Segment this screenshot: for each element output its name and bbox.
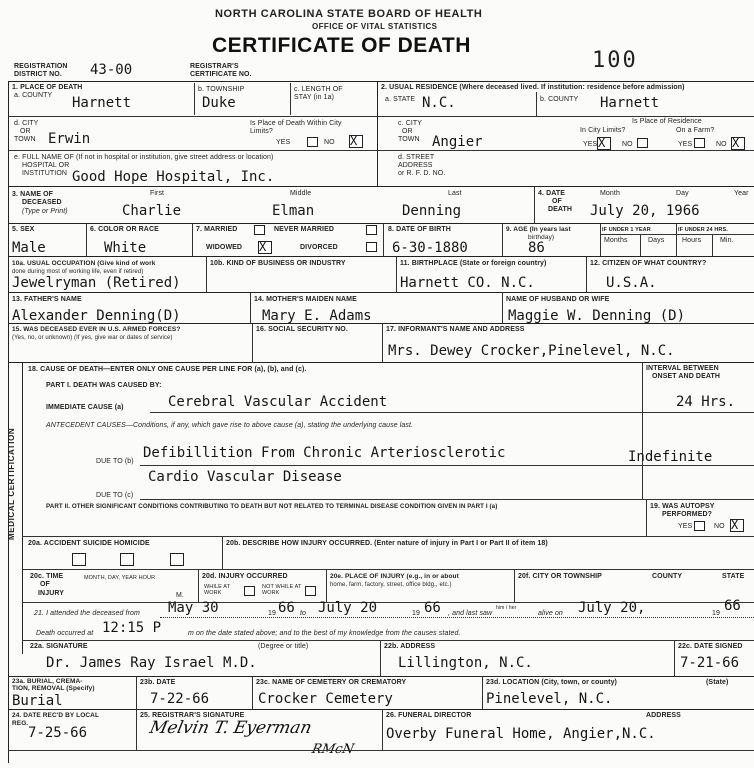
married-label: 7. MARRIED — [196, 226, 238, 233]
physician-name: Dr. James Ray Israel M.D. — [46, 655, 257, 671]
city-label-3: TOWN — [14, 136, 36, 143]
street-label-3: or R. F. D. NO. — [398, 170, 446, 177]
armed-forces-label-2: (Yes, no, or unknown) (If yes, give war or dates of service) — [12, 335, 173, 341]
attended-from-year: 66 — [278, 600, 295, 616]
farm-yes-checkbox — [694, 138, 705, 148]
business-label: 10b. KIND OF BUSINESS OR INDUSTRY — [210, 260, 346, 267]
rule — [8, 81, 9, 763]
date-death-label-3: DEATH — [548, 206, 573, 213]
due-to-c-label: DUE TO (c) — [96, 492, 134, 499]
facility-label-3: INSTITUTION — [22, 170, 68, 177]
year-prefix-1: 19 — [268, 610, 276, 617]
antecedent-label: ANTECEDENT CAUSES—Conditions, if any, which gave rise to above cause (a), stating the underlying cause last. — [46, 422, 414, 429]
cause-b-line-1: Defibillition From Chronic Arteriosclerotic — [143, 445, 506, 461]
cause-b-interval: Indefinite — [628, 449, 713, 465]
him-her-label: him / her — [496, 605, 517, 611]
physician-address-label: 22b. ADDRESS — [384, 643, 436, 650]
county-label: a. COUNTY — [14, 92, 53, 99]
street-label: d. STREET — [398, 154, 435, 161]
name-label-2: DECEASED — [22, 199, 62, 206]
interval-label-2: ONSET AND DEATH — [652, 373, 720, 380]
rule — [8, 81, 754, 82]
residence-city-label: c. CITY — [398, 120, 423, 127]
last-label: Last — [448, 190, 462, 197]
death-time: 12:15 P — [102, 620, 162, 636]
occupation-label-2: done during most of working life, even if retired) — [12, 269, 144, 275]
death-occurred-label: Death occurred at — [36, 630, 94, 637]
residence-city-label-3: TOWN — [398, 136, 420, 143]
death-township: Duke — [202, 95, 236, 111]
armed-forces-label: 15. WAS DECEASED EVER IN U.S. ARMED FORCES? — [12, 326, 181, 333]
date-received-label-2: REG. — [12, 720, 29, 727]
death-city: Erwin — [48, 131, 91, 147]
name-label: 3. NAME OF — [12, 191, 54, 198]
first-name: Charlie — [122, 203, 182, 219]
within-limits-mark: X — [350, 134, 358, 148]
reg-district-label: REGISTRATION — [14, 63, 68, 70]
injury-county-label: COUNTY — [652, 573, 683, 580]
stay-label: c. LENGTH OF — [294, 86, 343, 93]
within-limits-yes-checkbox — [307, 137, 318, 147]
last-name: Denning — [402, 203, 462, 219]
autopsy-mark: X — [731, 518, 739, 532]
ssn-label: 16. SOCIAL SECURITY NO. — [256, 326, 348, 333]
part1-label: PART I. DEATH WAS CAUSED BY: — [46, 382, 162, 389]
place-injury-label: 20e. PLACE OF INJURY (e.g., in or about — [330, 573, 459, 580]
alive-label: alive on — [538, 610, 563, 617]
burial-date: 7-22-66 — [150, 691, 210, 707]
funeral-director: Overby Funeral Home, Angier,N.C. — [386, 726, 656, 742]
place-of-death-label: 1. PLACE OF DEATH — [12, 84, 83, 91]
date-received-label: 24. DATE REC'D BY LOCAL — [12, 712, 100, 719]
birthplace: Harnett CO. N.C. — [400, 275, 535, 291]
informant: Mrs. Dewey Crocker,Pinelevel, N.C. — [388, 343, 675, 359]
race: White — [104, 240, 147, 256]
under-1-year-label: IF UNDER 1 YEAR — [602, 227, 651, 233]
agency-name: NORTH CAROLINA STATE BOARD OF HEALTH — [215, 8, 483, 20]
month-label: Month — [600, 190, 620, 197]
burial-location: Pinelevel, N.C. — [486, 691, 613, 707]
facility-label: e. FULL NAME OF (If not in hospital or institution, give street address or location) — [14, 154, 274, 161]
place-residence-label: Is Place of Residence — [632, 118, 702, 125]
city-limits-label: In City Limits? — [580, 127, 626, 134]
registrar-cert-label-2: CERTIFICATE NO. — [190, 71, 252, 78]
not-at-work-label: NOT WHILE AT WORK — [262, 584, 302, 596]
birth-date: 6-30-1880 — [392, 240, 468, 256]
date-signed: 7-21-66 — [680, 655, 740, 671]
year-prefix-2: 19 — [412, 610, 420, 617]
hours-label: Hours — [682, 237, 702, 244]
reg-district-value: 43-00 — [90, 62, 133, 78]
registrar-cert-label: REGISTRAR'S — [190, 63, 239, 70]
residence-city-label-2: OR — [402, 128, 413, 135]
occupation: Jewelryman (Retired) — [12, 275, 181, 291]
date-death-label-2: OF — [552, 198, 562, 205]
due-to-b-label: DUE TO (b) — [96, 458, 134, 465]
time-columns-label: MONTH, DAY, YEAR HOUR — [84, 575, 156, 581]
day-label: Day — [676, 190, 689, 197]
within-limits-label: Is Place of Death Within City — [250, 120, 342, 127]
time-m-label: M. — [176, 592, 184, 599]
cause-of-death-label: 18. CAUSE OF DEATH—ENTER ONLY ONE CAUSE PER LINE FOR (a), (b), and (c). — [28, 366, 307, 373]
min-label: Min. — [720, 237, 734, 244]
widowed-mark: X — [259, 240, 267, 254]
homicide-checkbox — [170, 553, 184, 566]
res-yes-label: YES — [583, 141, 598, 148]
attended-from-date: May 30 — [168, 600, 219, 616]
date-signed-label: 22c. DATE SIGNED — [678, 643, 743, 650]
burial-location-label: 23d. LOCATION (City, town, or county) — [486, 679, 617, 686]
attended-label: 21. I attended the deceased from — [34, 610, 140, 617]
no-label: NO — [324, 139, 335, 146]
birthplace-label: 11. BIRTHPLACE (State or foreign country) — [400, 260, 547, 267]
injury-state-label: STATE — [722, 573, 745, 580]
registrar-initials: RMcN — [310, 742, 356, 757]
cemetery-label: 23c. NAME OF CEMETERY OR CREMATORY — [256, 679, 407, 686]
divorced-label: DIVORCED — [300, 244, 338, 251]
cause-b-line-2: Cardio Vascular Disease — [148, 469, 342, 485]
while-at-work-checkbox — [244, 586, 255, 596]
last-saw-label: , and last saw — [448, 610, 493, 617]
autopsy-label-2: PERFORMED? — [662, 511, 712, 518]
time-injury-label-3: INJURY — [38, 590, 65, 597]
rule — [377, 81, 378, 186]
physician-address: Lillington, N.C. — [398, 655, 533, 671]
city-limits-no-checkbox — [637, 138, 648, 148]
stay-label-2: STAY (in 1a) — [294, 94, 335, 101]
funeral-director-label: 26. FUNERAL DIRECTOR — [386, 712, 472, 719]
degree-label: (Degree or title) — [258, 643, 309, 650]
spouse-label: NAME OF HUSBAND OR WIFE — [506, 296, 610, 303]
residence-state-label: a. STATE — [385, 96, 416, 103]
never-married-label: NEVER MARRIED — [274, 226, 335, 233]
age: 86 — [528, 240, 545, 256]
residence-county-label: b. COUNTY — [540, 96, 579, 103]
sex-label: 5. SEX — [12, 226, 35, 233]
autopsy-no-label: NO — [714, 523, 725, 530]
city-label: d. CITY — [14, 120, 39, 127]
immediate-interval: 24 Hrs. — [676, 394, 736, 410]
name-label-3: (Type or Print) — [22, 208, 68, 215]
death-county: Harnett — [72, 95, 132, 111]
death-occurred-rest: m on the date stated above; and to the best of my knowledge from the causes stated. — [188, 630, 461, 637]
father-label: 13. FATHER'S NAME — [12, 296, 82, 303]
interval-label: INTERVAL BETWEEN — [646, 365, 719, 372]
registrar-signature-label: 25. REGISTRAR'S SIGNATURE — [140, 712, 245, 719]
alive-date: July 20, — [578, 600, 646, 616]
injury-type-label: 20a. ACCIDENT SUICIDE HOMICIDE — [28, 540, 150, 547]
part2-label: PART II. OTHER SIGNIFICANT CONDITIONS CONTRIBUTING TO DEATH BUT NOT RELATED TO TERMINAL DISEASE CONDITION GIVEN IN PART I (a) — [46, 503, 498, 510]
injury-occurred-label: 20d. INJURY OCCURRED — [202, 573, 288, 580]
while-at-work-label: WHILE AT WORK — [204, 584, 230, 596]
under-24-hrs-label: IF UNDER 24 HRS. — [678, 227, 728, 233]
facility-name: Good Hope Hospital, Inc. — [72, 169, 275, 185]
mother-name: Mary E. Adams — [262, 308, 372, 324]
first-label: First — [150, 190, 165, 197]
facility-label-2: HOSPITAL OR — [22, 162, 70, 169]
race-label: 6. COLOR OR RACE — [90, 226, 159, 233]
city-limits-mark: X — [598, 136, 606, 150]
township-label: b. TOWNSHIP — [198, 86, 245, 93]
burial-type-label: 23a. BURIAL, CREMA- — [12, 678, 83, 685]
residence-state: N.C. — [422, 95, 456, 111]
time-injury-label-2: OF — [40, 581, 50, 588]
signature-label: 22a. SIGNATURE — [30, 643, 88, 650]
married-checkbox — [254, 225, 265, 235]
attended-to-year: 66 — [424, 600, 441, 616]
immediate-cause-label: IMMEDIATE CAUSE (a) — [46, 404, 124, 411]
date-of-death: July 20, 1966 — [590, 203, 700, 219]
farm-label: On a Farm? — [676, 127, 715, 134]
certificate-number-stamp: 100 — [592, 48, 638, 73]
age-label-2: birthday) — [528, 234, 555, 241]
place-injury-label-2: home, farm, factory, street, office bldg., etc.) — [330, 582, 452, 588]
residence-county: Harnett — [600, 95, 660, 111]
injury-describe-label: 20b. DESCRIBE HOW INJURY OCCURRED. (Enter nature of injury in Part I or Part II of item 18) — [226, 540, 548, 547]
res-no-label: NO — [622, 141, 633, 148]
year-label: Year — [734, 190, 749, 197]
alive-year: 66 — [724, 598, 741, 614]
burial-type: Burial — [12, 693, 63, 709]
citizen: U.S.A. — [606, 275, 657, 291]
residence-city: Angier — [432, 134, 483, 150]
within-limits-label-2: Limits? — [250, 128, 273, 135]
widowed-label: WIDOWED — [206, 244, 243, 251]
farm-mark: X — [732, 136, 740, 150]
funeral-director-address-label: ADDRESS — [646, 712, 681, 719]
injury-city-label: 20f. CITY OR TOWNSHIP — [518, 573, 602, 580]
age-label: 9. AGE (In years last — [506, 226, 571, 233]
middle-label: Middle — [290, 190, 312, 197]
never-married-checkbox — [366, 225, 377, 235]
occupation-label: 10a. USUAL OCCUPATION (Give kind of work — [12, 260, 156, 267]
months-label: Months — [604, 237, 628, 244]
yes-label: YES — [276, 139, 291, 146]
immediate-cause: Cerebral Vascular Accident — [168, 394, 388, 410]
medical-certification-side-label: MEDICAL CERTIFICATION — [7, 427, 16, 540]
cemetery-name: Crocker Cemetery — [258, 691, 393, 707]
page-title: CERTIFICATE OF DEATH — [212, 34, 471, 57]
farm-yes-label: YES — [678, 141, 693, 148]
registrar-signature: Melvin T. Eyerman — [147, 718, 314, 738]
divorced-checkbox — [366, 242, 377, 252]
date-received: 7-25-66 — [28, 725, 88, 741]
city-label-2: OR — [20, 128, 31, 135]
attended-to-date: July 20 — [318, 600, 378, 616]
burial-type-label-2: TION, REMOVAL (Specify) — [12, 685, 95, 692]
spouse-name: Maggie W. Denning (D) — [508, 308, 686, 324]
burial-date-label: 23b. DATE — [140, 679, 176, 686]
time-injury-label: 20c. TIME — [30, 573, 64, 580]
autopsy-yes-label: YES — [678, 523, 693, 530]
burial-state-label: (State) — [706, 679, 729, 686]
middle-name: Elman — [272, 203, 315, 219]
autopsy-label: 19. WAS AUTOPSY — [650, 503, 715, 510]
birth-label: 8. DATE OF BIRTH — [388, 226, 451, 233]
suicide-checkbox — [120, 553, 134, 566]
street-label-2: ADDRESS — [398, 162, 433, 169]
father-name: Alexander Denning(D) — [12, 308, 181, 324]
residence-label: 2. USUAL RESIDENCE (Where deceased lived. If institution: residence before admission) — [381, 84, 685, 91]
informant-label: 17. INFORMANT'S NAME AND ADDRESS — [386, 326, 525, 333]
mother-label: 14. MOTHER'S MAIDEN NAME — [254, 296, 357, 303]
autopsy-yes-checkbox — [694, 521, 705, 531]
accident-checkbox — [72, 553, 86, 566]
date-death-label: 4. DATE — [538, 190, 566, 197]
farm-no-label: NO — [716, 141, 727, 148]
to-label: to — [300, 610, 307, 617]
year-prefix-3: 19 — [712, 610, 720, 617]
reg-district-label-2: DISTRICT NO. — [14, 71, 62, 78]
citizen-label: 12. CITIZEN OF WHAT COUNTRY? — [590, 260, 707, 267]
days-label: Days — [648, 237, 665, 244]
sex: Male — [12, 240, 46, 256]
office-name: OFFICE OF VITAL STATISTICS — [312, 22, 438, 31]
not-at-work-checkbox — [305, 586, 316, 596]
